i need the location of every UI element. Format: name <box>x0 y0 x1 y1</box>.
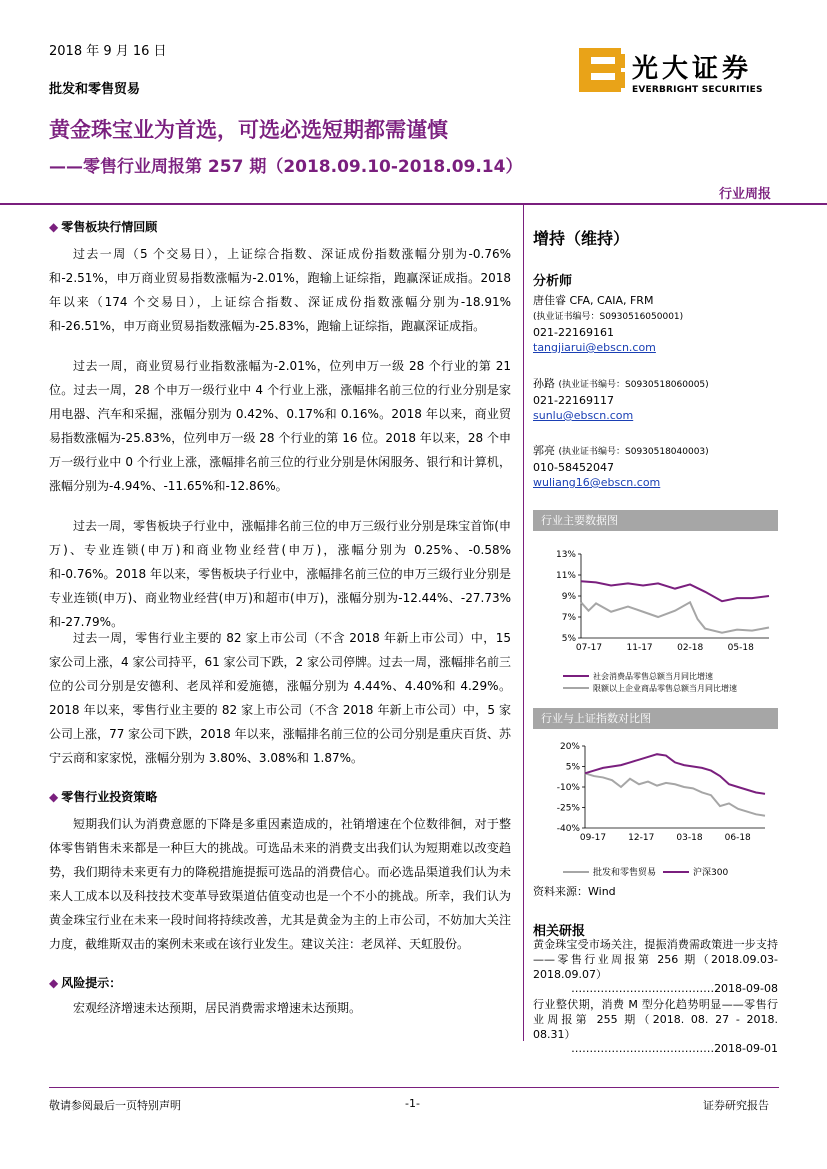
y-tick-label: 9% <box>561 592 576 602</box>
analyst-card <box>533 293 683 354</box>
x-tick-label: 11-17 <box>626 643 653 653</box>
x-tick-label: 02-18 <box>677 643 704 653</box>
x-tick-label: 07-17 <box>575 643 603 653</box>
diamond-icon: ◆ <box>49 220 59 234</box>
x-tick-label: 06-18 <box>724 833 751 843</box>
report-subtitle: ——零售行业周报第 257 期（2018.09.10-2018.09.14） <box>49 157 523 177</box>
paragraph-market-2: 过去一周，商业贸易行业指数涨幅为-2.01%，位列申万一级 28 个行业的第 21 位。过去一周，28 个申万一级行业中 4 个行业上涨，涨幅排名前三位的行业分别是家用电器、汽车和采掘，涨幅分别为 0.42%、0.17%和 0.16%。2018 年以来，商业贸易指数涨幅为-25.83%，位列申万一级 28 个行业的第 16 位。2018 年以来，28 个申万一级行业中 0 个行业上涨，涨幅排名前三位的行业分别是休闲服务、银行和计算机，涨幅分别为-4.94%、-11.65%和-12.86%。 <box>49 359 511 493</box>
analyst-email-link[interactable]: wuliang16@ebscn.com <box>533 476 661 489</box>
x-tick-label: 05-18 <box>727 643 754 653</box>
logo-text-cn: 光大证券 <box>632 54 753 84</box>
section-heading-risk: ◆ 风险提示： <box>49 976 122 990</box>
analyst-email-link[interactable]: sunlu@ebscn.com <box>533 409 634 422</box>
y-tick-label: 11% <box>555 571 576 581</box>
chart2-title-bar: 行业与上证指数对比图 <box>533 708 778 729</box>
chart-index-compare <box>533 736 778 881</box>
report-title: 黄金珠宝业为首选，可选必选短期都需谨慎 <box>49 118 448 142</box>
diamond-icon: ◆ <box>49 976 59 990</box>
page-number: -1- <box>405 1097 420 1110</box>
related-report-date: …………………………………2018-09-08 <box>571 982 778 995</box>
footer-report-label: 证券研究报告 <box>703 1099 769 1112</box>
x-tick-label: 09-17 <box>579 833 607 843</box>
related-heading: 相关研报 <box>533 924 586 939</box>
paragraph-market-1: 过去一周（5 个交易日），上证综合指数、深证成份指数涨幅分别为-0.76%和-2.51%，申万商业贸易指数涨幅为-2.01%，跑输上证综指，跑赢深证成指。2018 年以来（174 个交易日），上证综合指数、深证成份指数涨幅分别为-18.91%和-26.51%，申万商业贸易指数涨幅为-25.83%，跑输上证综指，跑赢深证成指。 <box>49 247 511 333</box>
legend-label: 限额以上企业商品零售总额当月同比增速 <box>593 684 737 693</box>
analyst-heading: 分析师 <box>533 274 573 289</box>
paragraph-risk: 宏观经济增速未达预期，居民消费需求增速未达预期。 <box>73 1001 362 1015</box>
y-tick-label: -25% <box>556 803 580 814</box>
diamond-icon: ◆ <box>49 790 59 804</box>
analyst-credentials: CFA, CAIA, FRM <box>569 294 654 307</box>
section-heading-strategy: ◆ 零售行业投资策略 <box>49 790 158 804</box>
report-type: 行业周报 <box>719 187 772 202</box>
series-line <box>581 602 769 632</box>
logo-text-en: EVERBRIGHT SECURITIES <box>632 85 763 95</box>
analyst-name: 唐佳睿 <box>533 294 566 307</box>
footer-disclaimer: 敬请参阅最后一页特别声明 <box>49 1099 181 1112</box>
y-tick-label: 13% <box>555 550 576 560</box>
chart-industry-data <box>533 540 778 695</box>
analyst-phone: 010-58452047 <box>533 461 614 474</box>
analyst-email-link[interactable]: tangjiarui@ebscn.com <box>533 341 656 354</box>
sector-name: 批发和零售贸易 <box>49 82 141 97</box>
series-line <box>585 754 765 794</box>
legend-label: 批发和零售贸易 <box>593 868 657 878</box>
section-heading-market-review: ◆ 零售板块行情回顾 <box>49 220 158 234</box>
y-tick-label: 5% <box>561 634 576 644</box>
footer-divider <box>49 1087 779 1088</box>
chart1-title-bar: 行业主要数据图 <box>533 510 778 531</box>
analyst-phone: 021-22169161 <box>533 326 614 339</box>
chart-source: 资料来源：Wind <box>533 885 616 898</box>
column-divider <box>523 205 524 1041</box>
related-report-link[interactable]: 黄金珠宝受市场关注，提振消费需政策进一步支持——零售行业周报第 256 期（2018.09.03-2018.09.07） <box>533 938 778 981</box>
y-tick-label: 7% <box>561 613 576 623</box>
analyst-card <box>533 376 709 422</box>
paragraph-market-3: 过去一周，零售板块子行业中，涨幅排名前三位的申万三级行业分别是珠宝首饰(申万)、专业连锁(申万)和商业物业经营(申万)，涨幅分别为 0.25%、-0.58%和-0.76%。2018 年以来，零售板块子行业中，涨幅排名前三位的申万三级行业分别是专业连锁(申万)、商业物业经营(申万)和超市(申万)，涨幅分别为-12.44%、-27.73%和-27.79%。 <box>49 519 511 629</box>
legend-label: 沪深300 <box>693 868 729 878</box>
analyst-name: 孙路 <box>533 377 555 390</box>
analyst-card <box>533 443 709 489</box>
series-line <box>581 581 769 601</box>
legend-label: 社会消费品零售总额当月同比增速 <box>593 672 713 681</box>
analyst-name: 郭亮 <box>533 444 555 457</box>
x-tick-label: 03-18 <box>676 833 703 843</box>
analyst-cert: (执业证书编号：S0930518060005) <box>558 380 709 390</box>
paragraph-market-4: 过去一周，零售行业主要的 82 家上市公司（不含 2018 年新上市公司）中，15 家公司上涨，4 家公司持平，61 家公司下跌，2 家公司停牌。过去一周，涨幅排名前三位的公司分别是安德利、老凤祥和爱施德，涨幅分别为 4.44%、4.40%和 4.29%。2018 年以来，零售行业主要的 82 家上市公司（不含 2018 年新上市公司）中，5 家公司上涨，77 家公司下跌，2018 年以来，涨幅排名前三位的公司分别是重庆百货、苏宁云商和家家悦，涨幅分别为 3.80%、3.08%和 1.87%。 <box>49 631 511 765</box>
y-tick-label: -40% <box>556 824 580 834</box>
analyst-cert: (执业证书编号：S0930518040003) <box>558 447 709 457</box>
y-tick-label: 20% <box>559 742 580 752</box>
header-divider <box>0 203 827 205</box>
analyst-phone: 021-22169117 <box>533 394 614 407</box>
series-line <box>585 773 765 815</box>
related-report-link[interactable]: 行业整伏期，消费 M 型分化趋势明显——零售行业周报第 255 期（2018. 08. 27 - 2018. 08.31） <box>533 998 778 1041</box>
y-tick-label: -10% <box>556 783 580 793</box>
analyst-cert: (执业证书编号：S0930516050001) <box>533 312 684 322</box>
x-tick-label: 12-17 <box>628 833 655 843</box>
rating: 增持（维持） <box>533 229 630 248</box>
y-tick-label: 5% <box>565 762 580 773</box>
paragraph-strategy: 短期我们认为消费意愿的下降是多重因素造成的，社销增速在个位数徘徊，对于整体零售销售未来都是一种巨大的挑战。可选品未来的消费支出我们认为短期难以改变趋势，我们期待未来更有力的降税措施提振可选品的消费信心。而必选品渠道我们认为未来人工成本以及科技技术变革导致渠道估值变动也是一个不小的挑战。所幸，我们认为黄金珠宝行业在未来一段时间将持续改善，尤其是黄金为主的上市公司，不妨加大关注力度，截维斯双击的案例未来或在该行业发生。建议关注：老凤祥、天虹股份。 <box>49 817 511 951</box>
related-report-date: …………………………………2018-09-01 <box>571 1042 778 1055</box>
report-date: 2018 年 9 月 16 日 <box>49 44 167 59</box>
